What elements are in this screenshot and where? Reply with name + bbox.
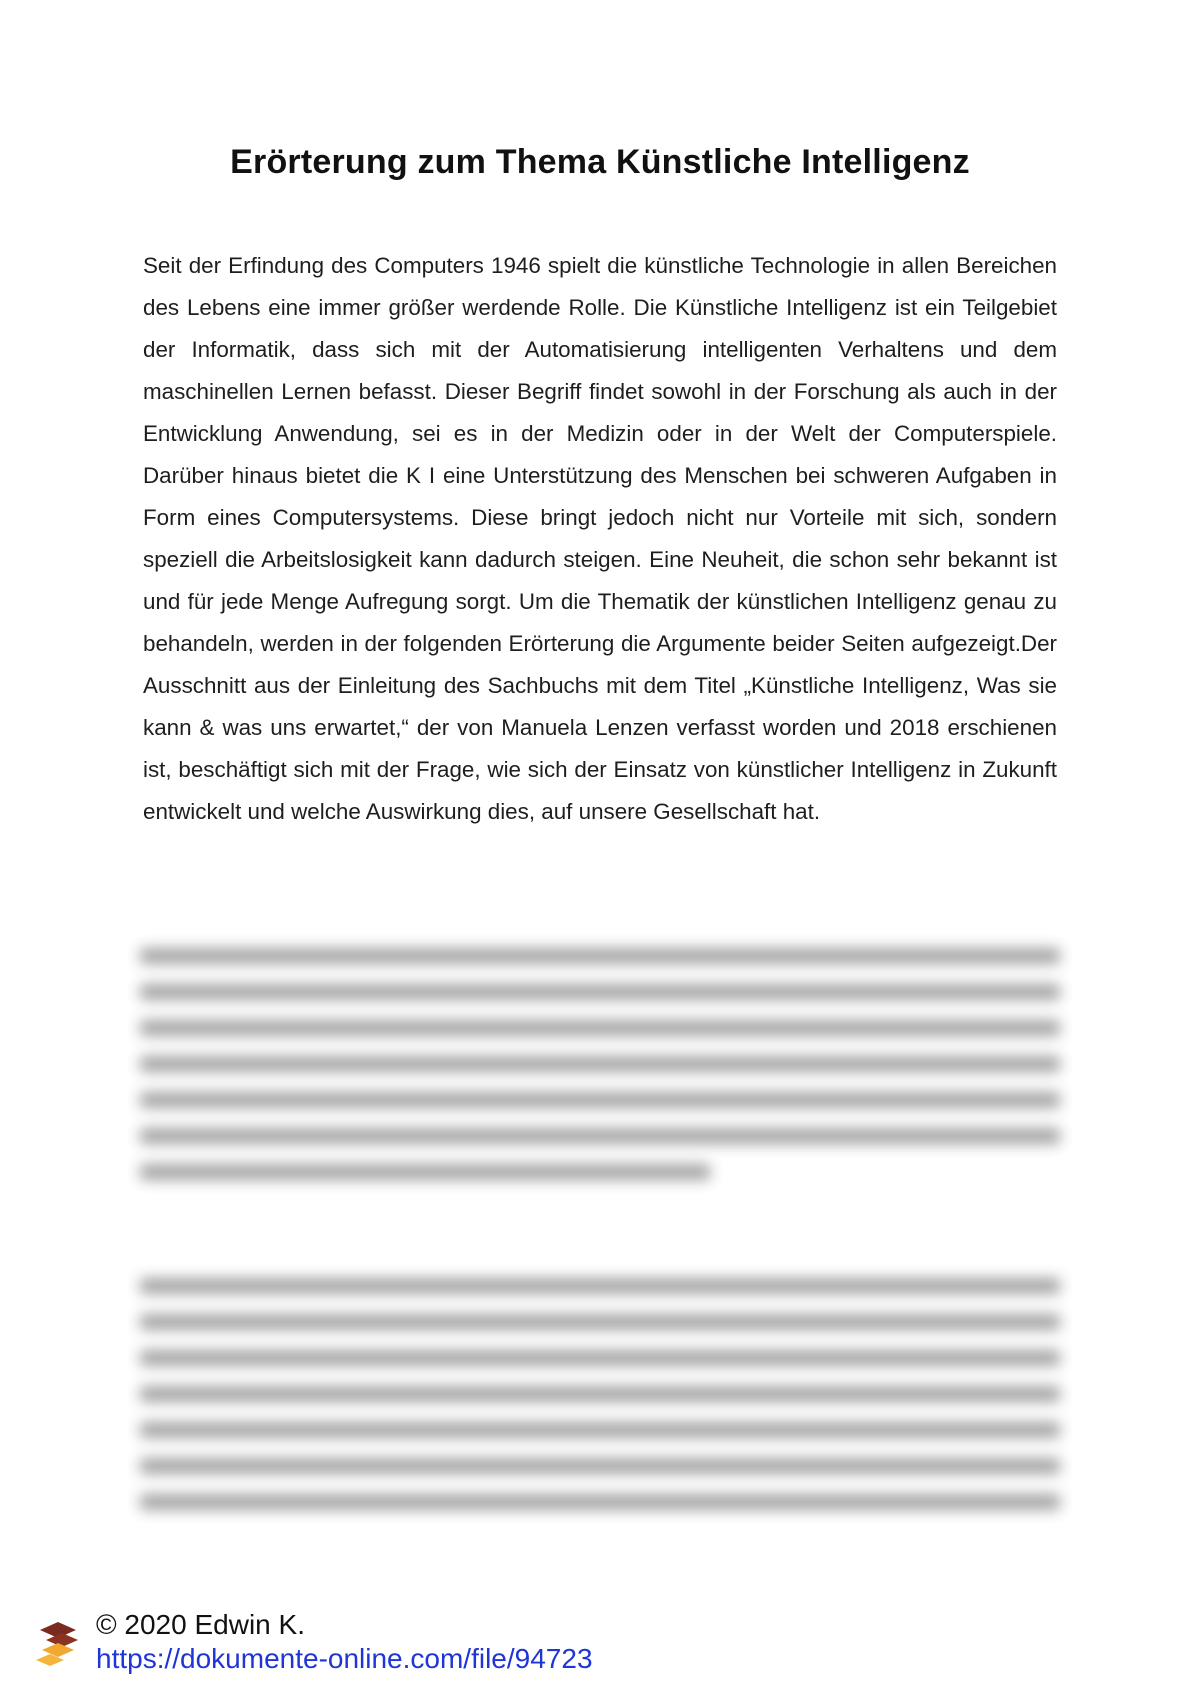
blurred-paragraph-2	[140, 1278, 1060, 1530]
document-title: Erörterung zum Thema Künstliche Intelligenz	[230, 143, 970, 181]
footer-text	[96, 1608, 593, 1676]
source-link[interactable]: https://dokumente-online.com/file/94723	[96, 1643, 593, 1674]
intro-paragraph: Seit der Erfindung des Computers 1946 spielt die künstliche Technologie in allen Bereichen des Lebens eine immer größer werdende Rolle. Die Künstliche Intelligenz ist ein Teilgebiet der Informatik, dass sich mit der Automatisierung intelligenten Verhaltens und dem maschinellen Lernen befasst. Dieser Begriff findet sowohl in der Forschung als auch in der Entwicklung Anwendung, sei es in der Medizin oder in der Welt der Computerspiele. Darüber hinaus bietet die K I eine Unterstützung des Menschen bei schweren Aufgaben in Form eines Computersystems. Diese bringt jedoch nicht nur Vorteile mit sich, sondern speziell die Arbeitslosigkeit kann dadurch steigen. Eine Neuheit, die schon sehr bekannt ist und für jede Menge Aufregung sorgt. Um die Thematik der künstlichen Intelligenz genau zu behandeln, werden in der folgenden Erörterung die Argumente beider Seiten aufgezeigt.Der Ausschnitt aus der Einleitung des Sachbuchs mit dem Titel „Künstliche Intelligenz, Was sie kann & was uns erwartet,“ der von Manuela Lenzen verfasst worden und 2018 erschienen ist, beschäftigt sich mit der Frage, wie sich der Einsatz von künstlicher Intelligenz in Zukunft entwickelt und welche Auswirkung dies, auf unsere Gesellschaft hat.	[143, 253, 1057, 824]
blurred-paragraph-1	[140, 948, 1060, 1200]
copyright-text: © 2020 Edwin K.	[96, 1609, 305, 1640]
stacked-diamonds-logo-icon	[36, 1616, 84, 1668]
footer	[36, 1608, 736, 1688]
